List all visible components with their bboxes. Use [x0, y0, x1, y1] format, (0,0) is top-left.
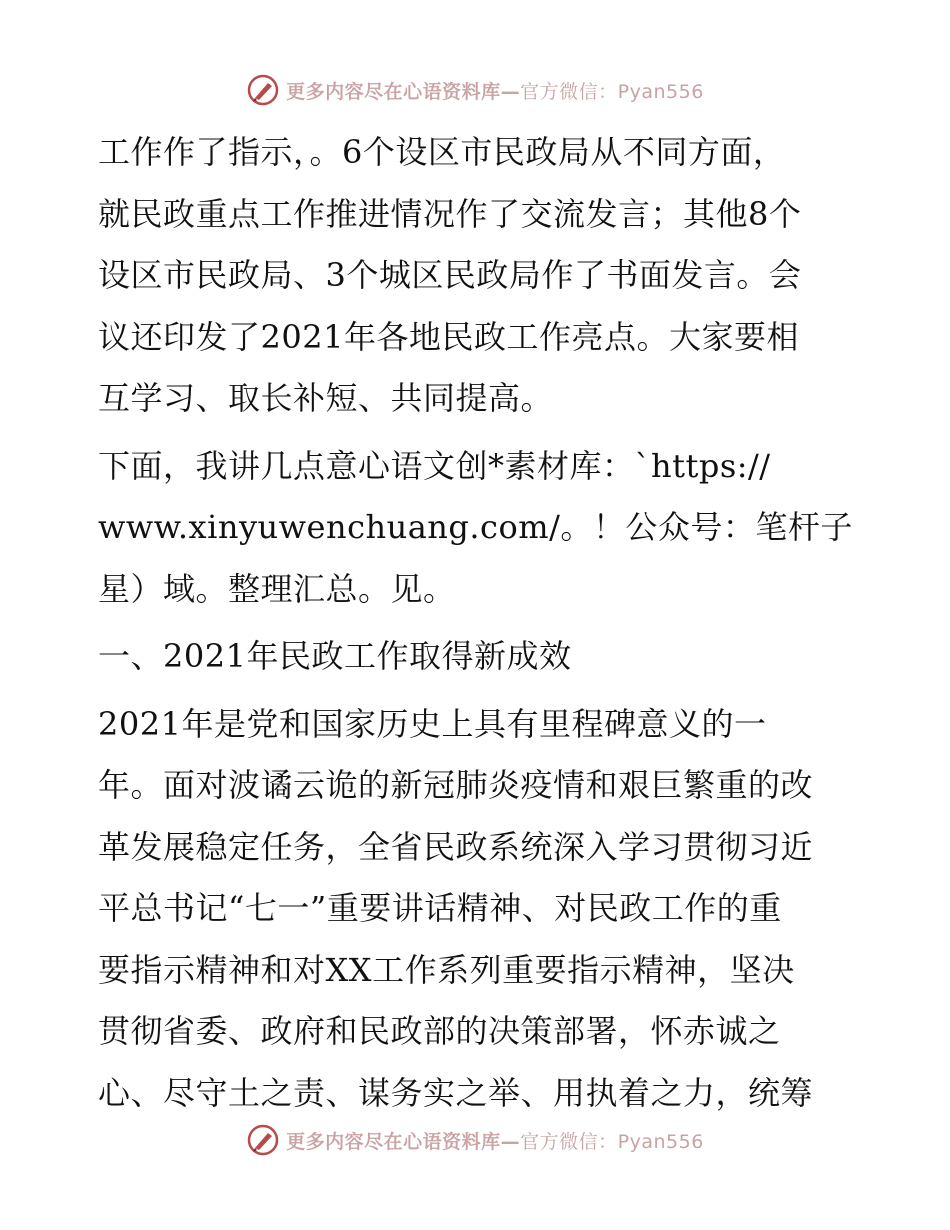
- watermark-dash: —: [500, 80, 521, 103]
- pen-seal-logo-icon: [246, 73, 280, 107]
- watermark-wechat: 官方微信：Pyan556: [520, 80, 704, 103]
- text-line: 2021年是党和国家历史上具有里程碑意义的一: [98, 704, 767, 743]
- text-line: 平总书记“七一”重要讲话精神、对民政工作的重: [98, 889, 782, 927]
- watermark-brand: 更多内容尽在心语资料库: [286, 80, 501, 103]
- text-line: 下面，我讲几点意心语文创*素材库：`https://: [98, 446, 771, 485]
- text-line: 就民政重点工作推进情况作了交流发言；其他8个: [98, 194, 802, 233]
- paragraph-2: [98, 436, 858, 621]
- watermark-text: [286, 1127, 704, 1154]
- document-body: [98, 122, 858, 1124]
- pen-seal-logo-icon: [246, 1123, 280, 1157]
- watermark-group: [246, 73, 704, 107]
- watermark-group: [246, 1123, 704, 1157]
- text-line: 互学习、取长补短、共同提高。: [98, 379, 554, 417]
- text-line: 年。面对波谲云诡的新冠肺炎疫情和艰巨繁重的改: [98, 766, 814, 804]
- text-line: 心、尽守土之责、谋务实之举、用执着之力，统筹: [98, 1073, 814, 1112]
- text-line: www.xinyuwenchuang.com/。！公众号：笔杆子: [98, 508, 853, 546]
- watermark-brand: 更多内容尽在心语资料库: [286, 1130, 501, 1153]
- text-line: 革发展稳定任务，全省民政系统深入学习贯彻习近: [98, 827, 814, 866]
- footer-watermark: [0, 1118, 950, 1162]
- text-line: 工作作了指示，。6个设区市民政局从不同方面，: [98, 133, 786, 171]
- header-watermark: [0, 68, 950, 112]
- text-line: 要指示精神和对XX工作系列重要指示精神，坚决: [98, 950, 795, 989]
- section-heading: 一、2021年民政工作取得新成效: [98, 637, 572, 675]
- watermark-wechat: 官方微信：Pyan556: [520, 1130, 704, 1153]
- watermark-dash: —: [500, 1130, 521, 1153]
- text-line: 星）域。整理汇总。见。: [98, 569, 456, 608]
- watermark-text: [286, 77, 704, 104]
- text-line: 议还印发了2021年各地民政工作亮点。大家要相: [98, 317, 799, 356]
- paragraph-3: [98, 694, 858, 1125]
- text-line: 贯彻省委、政府和民政部的决策部署，怀赤诚之: [98, 1012, 781, 1050]
- paragraph-1: [98, 122, 858, 430]
- text-line: 设区市民政局、3个城区民政局作了书面发言。会: [98, 256, 802, 294]
